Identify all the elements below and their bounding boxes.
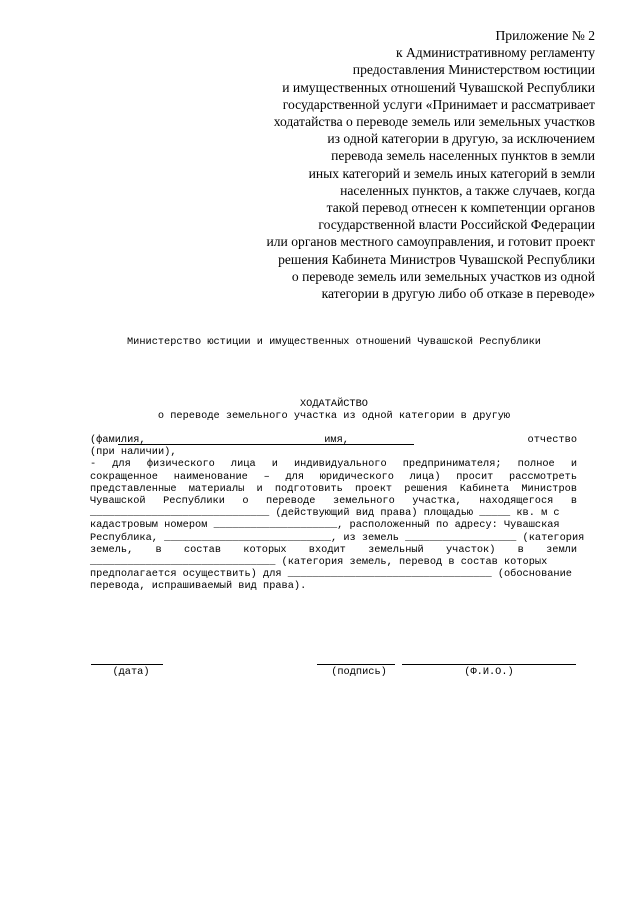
body-line-8: кадастровым номером ____________________, расположенный по адресу: Чувашская xyxy=(90,519,560,531)
signature-line xyxy=(317,664,395,665)
annex-line: иных категорий и земель иных категорий в земли xyxy=(308,165,595,181)
date-line xyxy=(91,664,163,665)
body-line-3: - для физического лица и индивидуального предпринимателя; полное и xyxy=(90,458,577,470)
annex-line: перевода земель населенных пунктов в земли xyxy=(331,148,595,164)
fio-caption: (Ф.И.О.) xyxy=(464,666,514,678)
annex-line: Приложение № 2 xyxy=(495,28,595,43)
annex-line: из одной категории в другую, за исключением xyxy=(327,131,595,147)
annex-line: такой перевод отнесен к компетенции органов xyxy=(326,200,595,216)
annex-line: решения Кабинета Министров Чувашской Республики xyxy=(278,251,595,267)
body-line-7: _____________________________ (действующий вид права) площадью _____ кв. м с xyxy=(90,507,560,519)
body-line-11: ______________________________ (категория земель, перевод в состав которых xyxy=(90,556,548,568)
petition-subheading: о переводе земельного участка из одной категории в другую xyxy=(157,410,511,423)
body-line-13: перевода, испрашиваемый вид права). xyxy=(90,580,307,592)
fio-line xyxy=(402,664,576,665)
annex-line: и имущественных отношений Чувашской Республики xyxy=(282,79,595,95)
annex-line: или органов местного самоуправления, и готовит проект xyxy=(266,234,595,250)
annex-line: к Административному регламенту xyxy=(395,45,595,61)
petition-title xyxy=(0,398,640,423)
annex-line: государственной услуги «Принимает и рассматривает xyxy=(282,96,595,112)
ministry-name: Министерство юстиции и имущественных отношений Чувашской Республики xyxy=(126,336,541,348)
annex-line: населенных пунктов, а также случаев, когда xyxy=(340,182,595,198)
body-line-6: Чувашской Республики о переводе земельного участка, находящегося в xyxy=(90,495,577,507)
annex-line: государственной власти Российской Федерации xyxy=(318,217,595,233)
petition-heading: ХОДАТАЙСТВО xyxy=(300,398,368,410)
body-line-9: Республика, ___________________________, из земель __________________ (категория xyxy=(90,532,585,544)
date-caption: (дата) xyxy=(112,666,150,678)
annex-line: ходатайства о переводе земель или земельных участков xyxy=(273,114,595,130)
body-line-4: сокращенное наименование – для юридического лица) просит рассмотреть xyxy=(90,471,577,483)
body-line-12: предполагается осуществить) для _________________________________ (обоснование xyxy=(90,568,572,580)
body-line-5: представленные материалы и подготовить проект решения Кабинета Министров xyxy=(90,483,577,495)
body-line-2: (при наличии), xyxy=(90,446,177,458)
annex-line: о переводе земель или земельных участков из одной xyxy=(291,268,595,284)
body-line-10: земель, в состав которых входит земельный участок) в земли xyxy=(90,544,577,556)
annex-header xyxy=(175,27,595,302)
body-line-1: (фамилия, имя, отчество xyxy=(90,434,577,446)
annex-line: категории в другую либо об отказе в переводе» xyxy=(321,286,595,302)
signature-caption: (подпись) xyxy=(331,666,387,678)
annex-line: предоставления Министерством юстиции xyxy=(352,62,595,78)
